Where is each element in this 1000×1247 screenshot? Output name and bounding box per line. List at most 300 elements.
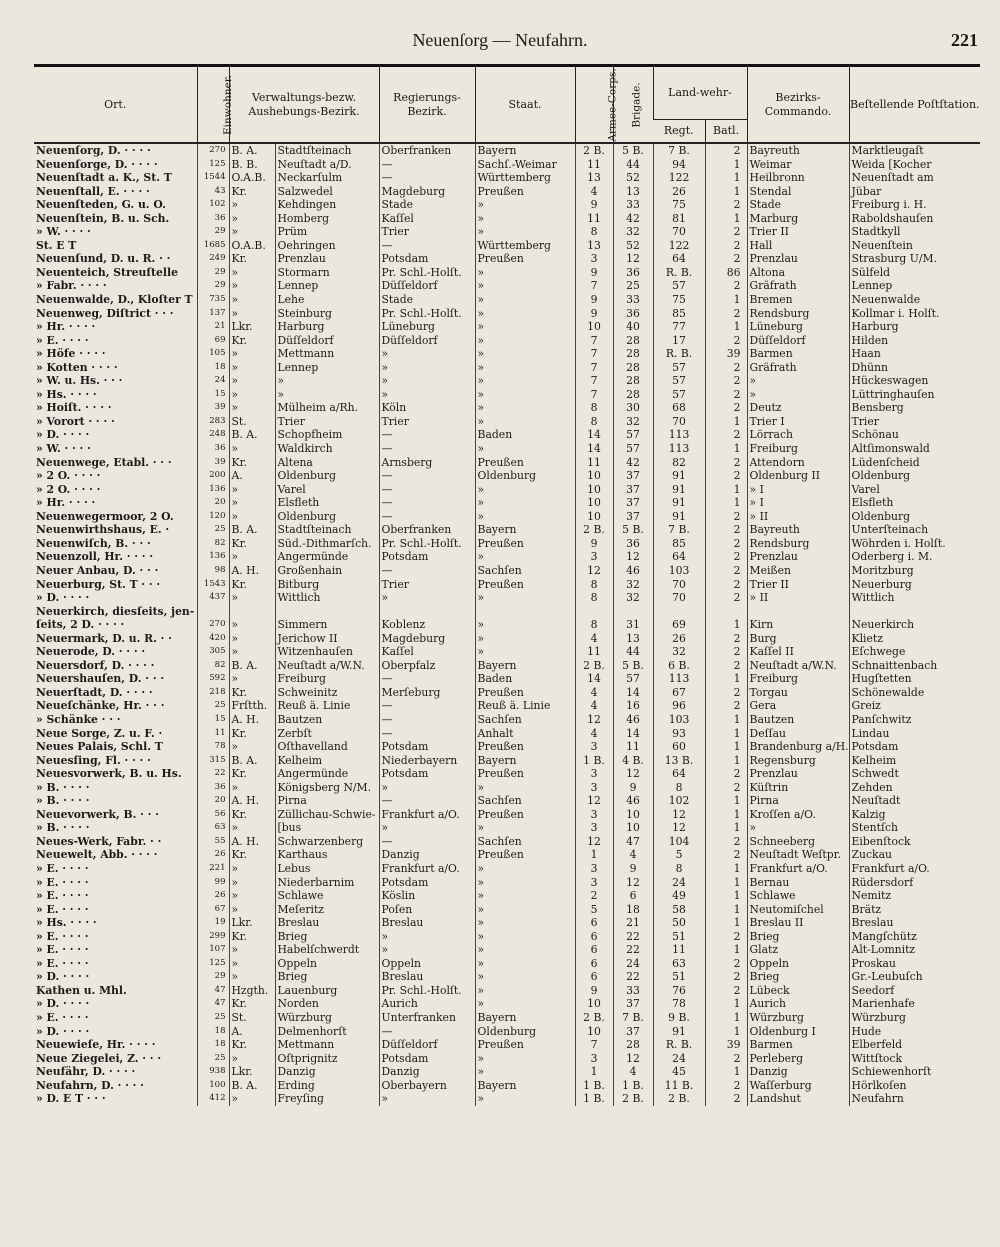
- cell-einwohner: 137: [197, 307, 229, 321]
- cell-brigade: 11: [613, 740, 653, 754]
- cell-bezirks-commando: [747, 605, 849, 619]
- cell-brigade: 42: [613, 212, 653, 226]
- cell-brigade: 28: [613, 334, 653, 348]
- cell-armee-corps: 11: [575, 158, 613, 172]
- cell-staat: »: [475, 320, 575, 334]
- cell-staat: »: [475, 334, 575, 348]
- table-row: [34, 713, 980, 727]
- cell-landwehr-batl: 2: [705, 1079, 747, 1093]
- cell-landwehr-batl: 2: [705, 659, 747, 673]
- cell-staat: »: [475, 632, 575, 646]
- cell-brigade: 37: [613, 483, 653, 497]
- cell-poststation: Kollmar i. Holſt.: [849, 307, 980, 321]
- cell-regierungsbezirk: Pr. Schl.-Holſt.: [379, 984, 475, 998]
- cell-verwaltung-type: »: [229, 279, 275, 293]
- cell-landwehr-batl: 1: [705, 943, 747, 957]
- cell-verwaltung-bezirk: Meſeritz: [275, 903, 379, 917]
- cell-landwehr-regt: 69: [653, 618, 705, 632]
- cell-poststation: Trier: [849, 415, 980, 429]
- cell-armee-corps: [575, 605, 613, 619]
- cell-brigade: 22: [613, 930, 653, 944]
- cell-armee-corps: 7: [575, 388, 613, 402]
- cell-landwehr-batl: 1: [705, 1025, 747, 1039]
- cell-ort: » Schänke · · ·: [36, 712, 121, 726]
- cell-landwehr-batl: 1: [705, 212, 747, 226]
- cell-verwaltung-bezirk: Elsfleth: [275, 496, 379, 510]
- cell-ort: Neuerburg, St. T · · ·: [36, 577, 161, 591]
- cell-ort: Neuenwalde, D., Kloſter T: [36, 293, 193, 307]
- cell-bezirks-commando: Weimar: [747, 158, 849, 172]
- cell-poststation: Sülfeld: [849, 266, 980, 280]
- cell-staat: Sachſen: [475, 794, 575, 808]
- cell-poststation: Elberfeld: [849, 1038, 980, 1052]
- cell-landwehr-batl: 1: [705, 727, 747, 741]
- cell-armee-corps: 10: [575, 997, 613, 1011]
- cell-armee-corps: 1 B.: [575, 1079, 613, 1093]
- cell-verwaltung-bezirk: Oſtprignitz: [275, 1052, 379, 1066]
- cell-landwehr-regt: 57: [653, 388, 705, 402]
- cell-armee-corps: 1: [575, 1065, 613, 1079]
- cell-verwaltung-bezirk: Großenhain: [275, 564, 379, 578]
- cell-verwaltung-bezirk: Mettmann: [275, 347, 379, 361]
- cell-ort: » Hoiſt. · · · ·: [36, 401, 112, 415]
- cell-bezirks-commando: Rendsburg: [747, 307, 849, 321]
- cell-landwehr-regt: 77: [653, 320, 705, 334]
- cell-ort: Neuewieſe, Hr. · · · ·: [36, 1038, 156, 1052]
- cell-armee-corps: 11: [575, 212, 613, 226]
- cell-landwehr-batl: 2: [705, 550, 747, 564]
- cell-staat: Preußen: [475, 767, 575, 781]
- cell-einwohner: 98: [197, 564, 229, 578]
- cell-verwaltung-bezirk: Freiburg: [275, 672, 379, 686]
- cell-landwehr-regt: 122: [653, 239, 705, 253]
- cell-landwehr-batl: 39: [705, 347, 747, 361]
- cell-bezirks-commando: Barmen: [747, 347, 849, 361]
- cell-landwehr-regt: 113: [653, 672, 705, 686]
- cell-brigade: 37: [613, 1025, 653, 1039]
- cell-verwaltung-type: St.: [229, 1011, 275, 1025]
- cell-einwohner: 78: [197, 740, 229, 754]
- cell-landwehr-regt: 6 B.: [653, 659, 705, 673]
- cell-regierungsbezirk: »: [379, 930, 475, 944]
- page-number: 221: [951, 30, 978, 50]
- cell-bezirks-commando: Stendal: [747, 185, 849, 199]
- cell-brigade: 37: [613, 469, 653, 483]
- cell-armee-corps: 9: [575, 198, 613, 212]
- cell-verwaltung-bezirk: Habelſchwerdt: [275, 943, 379, 957]
- cell-regierungsbezirk: »: [379, 943, 475, 957]
- cell-brigade: 6: [613, 889, 653, 903]
- cell-landwehr-batl: 1: [705, 754, 747, 768]
- cell-landwehr-regt: 12: [653, 821, 705, 835]
- table-row: [34, 483, 980, 497]
- cell-armee-corps: 10: [575, 483, 613, 497]
- cell-regierungsbezirk: Trier: [379, 225, 475, 239]
- cell-brigade: 37: [613, 496, 653, 510]
- cell-einwohner: 102: [197, 198, 229, 212]
- col-header-einwohner: [197, 66, 234, 144]
- cell-ort: » 2 O. · · · ·: [36, 469, 101, 483]
- cell-staat: »: [475, 442, 575, 456]
- cell-landwehr-batl: 1: [705, 320, 747, 334]
- cell-landwehr-batl: 2: [705, 388, 747, 402]
- cell-verwaltung-bezirk: Lennep: [275, 361, 379, 375]
- cell-armee-corps: 2 B.: [575, 523, 613, 537]
- cell-regierungsbezirk: —: [379, 727, 475, 741]
- table-row: [34, 158, 980, 172]
- cell-bezirks-commando: Meißen: [747, 564, 849, 578]
- cell-poststation: Wittlich: [849, 591, 980, 605]
- cell-regierungsbezirk: Düſſeldorf: [379, 279, 475, 293]
- cell-landwehr-regt: 8: [653, 862, 705, 876]
- cell-einwohner: 55: [197, 835, 229, 849]
- cell-poststation: Hude: [849, 1025, 980, 1039]
- cell-einwohner: 120: [197, 510, 229, 524]
- cell-landwehr-regt: 113: [653, 442, 705, 456]
- col-header-regierung: Regierungs-Bezirk.: [379, 66, 475, 144]
- cell-poststation: Schönewalde: [849, 686, 980, 700]
- cell-brigade: 32: [613, 591, 653, 605]
- cell-verwaltung-type: »: [229, 307, 275, 321]
- cell-armee-corps: 6: [575, 916, 613, 930]
- cell-landwehr-regt: [653, 605, 705, 619]
- cell-landwehr-batl: 1: [705, 794, 747, 808]
- cell-verwaltung-bezirk: Königsberg N/M.: [275, 781, 379, 795]
- cell-armee-corps: 8: [575, 225, 613, 239]
- cell-landwehr-batl: 1: [705, 442, 747, 456]
- cell-staat: »: [475, 916, 575, 930]
- cell-ort: » B. · · · ·: [36, 794, 90, 808]
- cell-verwaltung-type: Kr.: [229, 334, 275, 348]
- cell-landwehr-regt: 75: [653, 293, 705, 307]
- cell-landwehr-regt: 12: [653, 808, 705, 822]
- cell-einwohner: 18: [197, 1038, 229, 1052]
- cell-ort: » Höfe · · · ·: [36, 347, 106, 361]
- cell-ort: Neufahrn, D. · · · ·: [36, 1078, 144, 1092]
- cell-verwaltung-type: »: [229, 781, 275, 795]
- cell-poststation: Lennep: [849, 279, 980, 293]
- cell-poststation: Alt-Lomnitz: [849, 943, 980, 957]
- cell-armee-corps: 14: [575, 428, 613, 442]
- cell-verwaltung-bezirk: Delmenhorſt: [275, 1025, 379, 1039]
- cell-bezirks-commando: Lübeck: [747, 984, 849, 998]
- cell-staat: Sachſen: [475, 713, 575, 727]
- cell-staat: »: [475, 198, 575, 212]
- cell-staat: Bayern: [475, 659, 575, 673]
- cell-verwaltung-type: »: [229, 672, 275, 686]
- table-row: [34, 1065, 980, 1079]
- table-row: [34, 428, 980, 442]
- cell-brigade: 7 B.: [613, 1011, 653, 1025]
- cell-einwohner: 1544: [197, 171, 229, 185]
- cell-landwehr-batl: 1: [705, 808, 747, 822]
- cell-verwaltung-type: »: [229, 1092, 275, 1106]
- table-row: [34, 1052, 980, 1066]
- cell-armee-corps: 11: [575, 645, 613, 659]
- cell-ort: Neuenſund, D. u. R. · ·: [36, 252, 171, 266]
- table-row: [34, 997, 980, 1011]
- cell-regierungsbezirk: Stade: [379, 198, 475, 212]
- cell-bezirks-commando: Attendorn: [747, 456, 849, 470]
- cell-einwohner: 18: [197, 361, 229, 375]
- cell-einwohner: 299: [197, 930, 229, 944]
- cell-armee-corps: 7: [575, 279, 613, 293]
- cell-staat: Bayern: [475, 754, 575, 768]
- cell-brigade: 12: [613, 550, 653, 564]
- cell-verwaltung-type: A.: [229, 1025, 275, 1039]
- cell-bezirks-commando: Frankfurt a/O.: [747, 862, 849, 876]
- cell-regierungsbezirk: Magdeburg: [379, 185, 475, 199]
- cell-ort: Neuenſtadt a. K., St. T: [36, 171, 172, 185]
- cell-brigade: 22: [613, 943, 653, 957]
- cell-verwaltung-bezirk: Neuſtadt a/D.: [275, 158, 379, 172]
- cell-brigade: 36: [613, 307, 653, 321]
- table-row: [34, 903, 980, 917]
- cell-verwaltung-bezirk: Danzig: [275, 1065, 379, 1079]
- cell-bezirks-commando: »: [747, 374, 849, 388]
- cell-poststation: Wittſtock: [849, 1052, 980, 1066]
- cell-einwohner: 24: [197, 374, 229, 388]
- cell-verwaltung-type: »: [229, 957, 275, 971]
- cell-landwehr-regt: 2 B.: [653, 1092, 705, 1106]
- cell-landwehr-regt: 26: [653, 185, 705, 199]
- cell-einwohner: 47: [197, 997, 229, 1011]
- cell-regierungsbezirk: —: [379, 835, 475, 849]
- cell-bezirks-commando: Bayreuth: [747, 523, 849, 537]
- cell-regierungsbezirk: Magdeburg: [379, 632, 475, 646]
- cell-verwaltung-type: »: [229, 374, 275, 388]
- cell-regierungsbezirk: Potsdam: [379, 550, 475, 564]
- cell-verwaltung-bezirk: Prüm: [275, 225, 379, 239]
- cell-landwehr-regt: 26: [653, 632, 705, 646]
- cell-verwaltung-type: Lkr.: [229, 916, 275, 930]
- cell-verwaltung-bezirk: Altena: [275, 456, 379, 470]
- cell-einwohner: 19: [197, 916, 229, 930]
- cell-bezirks-commando: Pirna: [747, 794, 849, 808]
- cell-verwaltung-type: A.: [229, 469, 275, 483]
- cell-staat: Bayern: [475, 1011, 575, 1025]
- cell-landwehr-batl: 2: [705, 143, 747, 158]
- cell-verwaltung-type: Kr.: [229, 456, 275, 470]
- cell-poststation: Neuenwalde: [849, 293, 980, 307]
- cell-ort: Neuenſtall, E. · · · ·: [36, 184, 150, 198]
- cell-armee-corps: 12: [575, 835, 613, 849]
- cell-brigade: 14: [613, 686, 653, 700]
- cell-bezirks-commando: Lörrach: [747, 428, 849, 442]
- cell-staat: Württemberg: [475, 239, 575, 253]
- cell-poststation: Seedorf: [849, 984, 980, 998]
- cell-verwaltung-bezirk: Karthaus: [275, 848, 379, 862]
- cell-landwehr-batl: 1: [705, 415, 747, 429]
- col-header-batl: Batl.: [705, 120, 747, 144]
- cell-landwehr-batl: 2: [705, 645, 747, 659]
- cell-poststation: Rüdersdorf: [849, 876, 980, 890]
- cell-ort: Neuerode, D. · · · ·: [36, 645, 146, 659]
- cell-landwehr-batl: 2: [705, 1052, 747, 1066]
- cell-landwehr-batl: 2: [705, 279, 747, 293]
- cell-landwehr-batl: 2: [705, 848, 747, 862]
- cell-poststation: Gr.-Leubuſch: [849, 970, 980, 984]
- cell-bezirks-commando: Aurich: [747, 997, 849, 1011]
- cell-bezirks-commando: Rendsburg: [747, 537, 849, 551]
- cell-verwaltung-bezirk: Varel: [275, 483, 379, 497]
- cell-poststation: Jübar: [849, 185, 980, 199]
- table-row: [34, 550, 980, 564]
- cell-poststation: Zehden: [849, 781, 980, 795]
- cell-staat: Preußen: [475, 686, 575, 700]
- cell-verwaltung-type: »: [229, 550, 275, 564]
- cell-bezirks-commando: Bautzen: [747, 713, 849, 727]
- cell-verwaltung-type: Kr.: [229, 1038, 275, 1052]
- cell-bezirks-commando: » II: [747, 510, 849, 524]
- cell-staat: »: [475, 388, 575, 402]
- cell-einwohner: 29: [197, 279, 229, 293]
- cell-verwaltung-type: »: [229, 618, 275, 632]
- cell-brigade: 32: [613, 415, 653, 429]
- cell-brigade: 18: [613, 903, 653, 917]
- cell-bezirks-commando: Deutz: [747, 401, 849, 415]
- cell-landwehr-batl: 1: [705, 618, 747, 632]
- cell-staat: Württemberg: [475, 171, 575, 185]
- cell-bezirks-commando: Neuſtadt Weſtpr.: [747, 848, 849, 862]
- cell-verwaltung-bezirk: Schopfheim: [275, 428, 379, 442]
- cell-landwehr-regt: 11 B.: [653, 1079, 705, 1093]
- cell-bezirks-commando: Barmen: [747, 1038, 849, 1052]
- cell-verwaltung-type: B. A.: [229, 523, 275, 537]
- cell-landwehr-regt: 96: [653, 699, 705, 713]
- cell-brigade: 36: [613, 537, 653, 551]
- table-row: [34, 1025, 980, 1039]
- cell-ort: » Hr. · · · ·: [36, 320, 96, 334]
- col-header-regt: Regt.: [653, 120, 705, 144]
- cell-staat: »: [475, 957, 575, 971]
- cell-staat: Preußen: [475, 456, 575, 470]
- cell-landwehr-batl: 2: [705, 401, 747, 415]
- cell-poststation: Kelheim: [849, 754, 980, 768]
- cell-einwohner: 26: [197, 848, 229, 862]
- col-header-ort: Ort.: [34, 66, 197, 144]
- cell-verwaltung-type: »: [229, 876, 275, 890]
- cell-staat: Preußen: [475, 537, 575, 551]
- cell-landwehr-regt: 60: [653, 740, 705, 754]
- cell-brigade: 25: [613, 279, 653, 293]
- cell-armee-corps: 6: [575, 930, 613, 944]
- cell-landwehr-regt: 51: [653, 930, 705, 944]
- cell-brigade: 5 B.: [613, 523, 653, 537]
- table-row: [34, 143, 980, 158]
- cell-ort: Neue Sorge, Z. u. F. ·: [36, 726, 163, 740]
- table-row: [34, 320, 980, 334]
- cell-staat: Preußen: [475, 185, 575, 199]
- cell-poststation: Oldenburg: [849, 469, 980, 483]
- cell-poststation: Strasburg U/M.: [849, 252, 980, 266]
- cell-bezirks-commando: Glatz: [747, 943, 849, 957]
- table-row: [34, 469, 980, 483]
- cell-einwohner: 29: [197, 225, 229, 239]
- cell-armee-corps: 5: [575, 903, 613, 917]
- cell-ort: » Vorort · · · ·: [36, 414, 115, 428]
- cell-regierungsbezirk: Köln: [379, 401, 475, 415]
- cell-brigade: 4: [613, 1065, 653, 1079]
- cell-ort: » Fabr. · · · ·: [36, 279, 107, 293]
- cell-bezirks-commando: Brieg: [747, 930, 849, 944]
- cell-regierungsbezirk: »: [379, 591, 475, 605]
- cell-armee-corps: 7: [575, 361, 613, 375]
- cell-armee-corps: 2 B.: [575, 1011, 613, 1025]
- cell-armee-corps: 7: [575, 334, 613, 348]
- cell-verwaltung-type: »: [229, 388, 275, 402]
- cell-regierungsbezirk: »: [379, 821, 475, 835]
- table-row: [34, 591, 980, 605]
- cell-regierungsbezirk: Poſen: [379, 903, 475, 917]
- cell-landwehr-batl: 1: [705, 293, 747, 307]
- cell-verwaltung-bezirk: [bus: [275, 821, 379, 835]
- cell-staat: »: [475, 821, 575, 835]
- cell-regierungsbezirk: —: [379, 496, 475, 510]
- cell-landwehr-regt: 57: [653, 374, 705, 388]
- table-row: [34, 686, 980, 700]
- cell-landwehr-regt: 75: [653, 198, 705, 212]
- cell-verwaltung-type: Frſtth.: [229, 699, 275, 713]
- cell-landwehr-regt: 93: [653, 727, 705, 741]
- cell-verwaltung-bezirk: Lebus: [275, 862, 379, 876]
- cell-bezirks-commando: Kroſſen a/O.: [747, 808, 849, 822]
- cell-poststation: Neuenſtein: [849, 239, 980, 253]
- cell-bezirks-commando: Küſtrin: [747, 781, 849, 795]
- cell-einwohner: 136: [197, 550, 229, 564]
- cell-einwohner: 283: [197, 415, 229, 429]
- table-row: [34, 510, 980, 524]
- cell-regierungsbezirk: Trier: [379, 578, 475, 592]
- cell-verwaltung-type: Kr.: [229, 252, 275, 266]
- cell-armee-corps: 4: [575, 699, 613, 713]
- cell-armee-corps: 1 B.: [575, 754, 613, 768]
- cell-verwaltung-bezirk: Brieg: [275, 970, 379, 984]
- cell-verwaltung-bezirk: Lennep: [275, 279, 379, 293]
- cell-ort: » E. · · · ·: [36, 943, 89, 957]
- cell-staat: »: [475, 374, 575, 388]
- table-row: [34, 794, 980, 808]
- cell-einwohner: 29: [197, 970, 229, 984]
- table-row: [34, 984, 980, 998]
- table-row: [34, 279, 980, 293]
- cell-regierungsbezirk: Potsdam: [379, 876, 475, 890]
- cell-landwehr-regt: 9 B.: [653, 1011, 705, 1025]
- cell-poststation: Haan: [849, 347, 980, 361]
- cell-landwehr-batl: 2: [705, 456, 747, 470]
- cell-ort: Neuenwiſch, B. · · ·: [36, 536, 151, 550]
- cell-einwohner: 82: [197, 537, 229, 551]
- cell-verwaltung-type: Hzgth.: [229, 984, 275, 998]
- cell-armee-corps: 11: [575, 456, 613, 470]
- cell-brigade: 28: [613, 347, 653, 361]
- cell-ort: Kathen u. Mhl.: [36, 983, 127, 997]
- cell-armee-corps: 10: [575, 496, 613, 510]
- cell-brigade: 44: [613, 158, 653, 172]
- cell-verwaltung-type: »: [229, 903, 275, 917]
- cell-armee-corps: 9: [575, 537, 613, 551]
- cell-poststation: Neuerburg: [849, 578, 980, 592]
- cell-einwohner: 25: [197, 523, 229, 537]
- cell-regierungsbezirk: Koblenz: [379, 618, 475, 632]
- cell-verwaltung-type: »: [229, 645, 275, 659]
- cell-ort: Neues Palais, Schl. T: [36, 740, 163, 754]
- cell-landwehr-regt: 58: [653, 903, 705, 917]
- cell-staat: Preußen: [475, 252, 575, 266]
- cell-einwohner: [197, 605, 229, 619]
- cell-landwehr-batl: 1: [705, 889, 747, 903]
- cell-verwaltung-bezirk: Steinburg: [275, 307, 379, 321]
